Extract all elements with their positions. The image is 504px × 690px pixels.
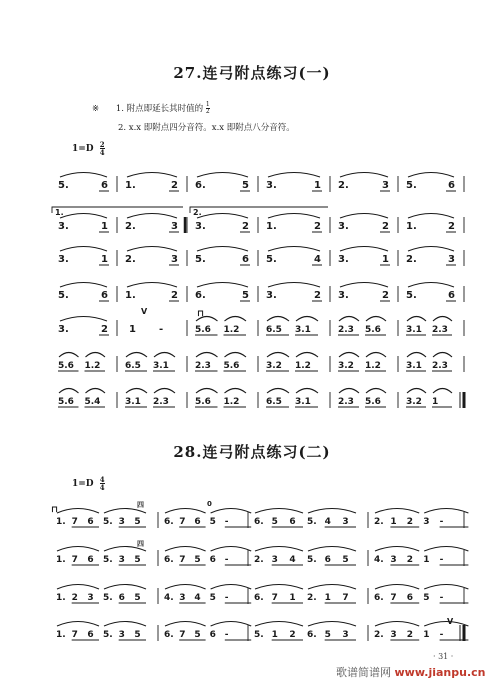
- slur: [165, 547, 206, 552]
- slur: [408, 247, 454, 252]
- volta-first-bracket: [52, 207, 183, 213]
- slur: [197, 214, 248, 219]
- slur: [268, 247, 320, 252]
- note: 7: [71, 555, 78, 565]
- note: 6: [289, 517, 296, 527]
- note: 6: [194, 517, 201, 527]
- note: 2.: [254, 555, 264, 565]
- slur: [267, 353, 289, 358]
- note: 1: [101, 221, 108, 232]
- slur: [366, 353, 386, 358]
- note: 3.2: [406, 397, 422, 407]
- note: 3.: [58, 254, 69, 265]
- note: 3: [382, 180, 389, 191]
- note: 1: [390, 517, 397, 527]
- slur: [255, 509, 303, 514]
- note: 6: [87, 555, 94, 565]
- note: 1: [382, 254, 389, 265]
- note: 5.6: [365, 325, 381, 335]
- note: 2.: [338, 180, 349, 191]
- slur: [127, 247, 177, 252]
- note: 3: [342, 630, 349, 640]
- down-bow-mark: ⊓: [197, 309, 205, 319]
- slur: [154, 389, 175, 394]
- note: 7: [390, 593, 397, 603]
- slur: [424, 585, 468, 590]
- note: 3: [342, 517, 349, 527]
- slur: [255, 585, 303, 590]
- slur: [60, 214, 107, 219]
- note: 2.: [374, 517, 384, 527]
- slur: [339, 317, 359, 322]
- note: 6.: [307, 630, 317, 640]
- note: 1.: [56, 593, 66, 603]
- dash: -: [224, 517, 229, 527]
- slur: [433, 317, 452, 322]
- note: 6.5: [266, 325, 282, 335]
- note: 5: [209, 517, 216, 527]
- slur: [211, 585, 252, 590]
- slur: [211, 622, 252, 627]
- note: 3: [271, 555, 278, 565]
- note: 2: [406, 555, 414, 565]
- note: 5: [209, 593, 216, 603]
- note: 3.: [58, 324, 69, 335]
- dash: -: [224, 593, 229, 603]
- note: 1.: [56, 555, 66, 565]
- note: 5: [242, 180, 249, 191]
- slur: [424, 509, 468, 514]
- slur: [433, 353, 452, 358]
- watermark-site: 歌谱简谱网: [336, 666, 391, 679]
- note: 2: [448, 221, 455, 232]
- note: 6: [118, 593, 125, 603]
- slur: [60, 317, 107, 322]
- note: 3.: [266, 180, 277, 191]
- watermark-url: www.jianpu.cn: [394, 666, 486, 679]
- note: 5.: [58, 290, 69, 301]
- note: 5.: [195, 254, 206, 265]
- slur: [308, 547, 356, 552]
- note: 5.: [307, 555, 317, 565]
- volta-first-label: 1.: [55, 208, 64, 217]
- section-27-title: 27.连弓附点练习(一): [173, 64, 331, 82]
- note: 5: [423, 593, 430, 603]
- note: 2.: [125, 221, 136, 232]
- note-1-text: 1. 附点即延长其时值的: [115, 104, 204, 114]
- note: 7: [71, 630, 78, 640]
- note: 3: [179, 593, 186, 603]
- note: 3.1: [153, 361, 169, 371]
- note: 5.6: [58, 361, 74, 371]
- note: 6.: [164, 555, 174, 565]
- slur: [339, 353, 359, 358]
- slur: [225, 353, 247, 358]
- note: 6: [209, 630, 216, 640]
- note: 6: [101, 180, 108, 191]
- note: 5: [134, 593, 141, 603]
- note: 7: [71, 517, 78, 527]
- note: 3: [448, 254, 455, 265]
- note: 2: [101, 324, 108, 335]
- note: 5.: [266, 254, 277, 265]
- note: 3.1: [406, 325, 422, 335]
- note: 2.3: [338, 397, 354, 407]
- note: 4.: [374, 555, 384, 565]
- note: 6.: [164, 517, 174, 527]
- note: 3.1: [295, 325, 311, 335]
- note-2: 2. x.x 即附点四分音符。x.x 即附点八分音符。: [118, 123, 295, 133]
- volta-second-label: 2.: [193, 208, 202, 217]
- slur: [308, 622, 356, 627]
- slur: [104, 509, 146, 514]
- slur: [366, 317, 386, 322]
- note: 5.: [406, 290, 417, 301]
- note: 1.2: [223, 397, 240, 407]
- note: 7: [342, 593, 349, 603]
- slur: [104, 622, 146, 627]
- note: 4: [194, 593, 201, 603]
- slur: [225, 317, 247, 322]
- note: 1.: [125, 290, 136, 301]
- slur: [408, 173, 454, 178]
- note: 5.: [406, 180, 417, 191]
- note: 3: [390, 555, 397, 565]
- slur: [165, 509, 206, 514]
- note: 6.5: [266, 397, 282, 407]
- note: 3.1: [125, 397, 141, 407]
- slur: [197, 283, 248, 288]
- note: 1.2: [295, 361, 311, 371]
- note: 1: [423, 555, 430, 565]
- note: 2.3: [432, 361, 448, 371]
- slur: [126, 389, 147, 394]
- note: 5.: [307, 517, 317, 527]
- slur: [196, 353, 218, 358]
- note: 6: [448, 180, 455, 191]
- note: 5.: [58, 180, 69, 191]
- note: 1: [314, 180, 321, 191]
- note: 2: [382, 221, 389, 232]
- dash: -: [439, 517, 444, 527]
- note: 5: [134, 517, 141, 527]
- slur: [165, 622, 206, 627]
- note: 3.: [338, 254, 349, 265]
- slur: [268, 283, 320, 288]
- note: 5.: [254, 630, 264, 640]
- slur: [408, 283, 454, 288]
- slur: [196, 389, 218, 394]
- note: 6.: [374, 593, 384, 603]
- slur: [57, 509, 99, 514]
- note: 3: [118, 517, 125, 527]
- note: 5.: [103, 630, 113, 640]
- slur: [197, 173, 248, 178]
- note: 1: [271, 630, 278, 640]
- note: 5: [134, 555, 141, 565]
- volta-second-bracket: [190, 207, 328, 213]
- note: 3: [171, 221, 178, 232]
- note: 3.2: [266, 361, 282, 371]
- note: 5.6: [365, 397, 381, 407]
- dash: -: [224, 630, 229, 640]
- note: 5: [342, 555, 349, 565]
- note: 6.5: [125, 361, 141, 371]
- note: 6.: [195, 290, 206, 301]
- note: 2: [314, 290, 321, 301]
- slur: [407, 389, 426, 394]
- note: 2: [382, 290, 389, 301]
- note: 3.: [266, 290, 277, 301]
- slur: [296, 389, 318, 394]
- slur: [339, 389, 359, 394]
- slur: [375, 547, 419, 552]
- dash: -: [224, 555, 229, 565]
- page-number: · 31 ·: [433, 652, 454, 661]
- time-signature: $\frac{2}{4}$: [99, 140, 105, 157]
- note: 5.: [103, 517, 113, 527]
- note: 5: [134, 630, 141, 640]
- slur: [57, 547, 99, 552]
- dash: -: [159, 324, 164, 335]
- note: 2.: [374, 630, 384, 640]
- note: 2: [314, 221, 321, 232]
- slur: [255, 547, 303, 552]
- note: 3: [118, 630, 125, 640]
- slur: [225, 389, 247, 394]
- slur: [308, 585, 356, 590]
- slur: [296, 353, 318, 358]
- note: 1: [101, 254, 108, 265]
- note: 2: [171, 180, 178, 191]
- note: 6.: [195, 180, 206, 191]
- note: 6: [242, 254, 249, 265]
- note: 4: [289, 555, 296, 565]
- note: 2.: [406, 254, 417, 265]
- string-mark: 四: [137, 540, 144, 548]
- slur: [154, 353, 175, 358]
- note: 2.: [307, 593, 317, 603]
- note: 3: [118, 555, 125, 565]
- dash: -: [439, 630, 444, 640]
- note: 1: [432, 397, 439, 407]
- dash: -: [439, 555, 444, 565]
- slur: [86, 353, 106, 358]
- note: 6.: [164, 630, 174, 640]
- slur: [60, 173, 107, 178]
- slur: [255, 622, 303, 627]
- slur: [86, 389, 106, 394]
- note: 5.4: [84, 397, 101, 407]
- slur: [126, 353, 147, 358]
- note: 5.6: [58, 397, 74, 407]
- reference-mark: ※: [92, 104, 100, 114]
- slur: [197, 247, 248, 252]
- note: 1: [324, 593, 331, 603]
- up-bow-mark: V: [141, 307, 148, 316]
- note: 5: [324, 630, 331, 640]
- slur: [57, 622, 99, 627]
- note: 2: [242, 221, 249, 232]
- slur: [375, 622, 419, 627]
- slur: [57, 585, 99, 590]
- note: 2.3: [338, 325, 354, 335]
- note: 7: [179, 555, 186, 565]
- note: 3: [87, 593, 94, 603]
- slur: [366, 389, 386, 394]
- slur: [375, 509, 419, 514]
- slur: [211, 509, 252, 514]
- slur: [340, 214, 388, 219]
- slur: [308, 509, 356, 514]
- note: 4.: [164, 593, 174, 603]
- note: 3.1: [295, 397, 311, 407]
- note: 2.3: [153, 397, 169, 407]
- slur: [375, 585, 419, 590]
- watermark: [336, 664, 496, 686]
- note: 3.: [58, 221, 69, 232]
- note: 7: [179, 517, 186, 527]
- note: 5.6: [195, 397, 211, 407]
- dash: -: [439, 593, 444, 603]
- note-1-fraction: $\frac{1}{2}$: [205, 101, 210, 115]
- slur: [340, 247, 388, 252]
- note: 5: [242, 290, 249, 301]
- note: 3.2: [338, 361, 354, 371]
- note: 2: [71, 593, 78, 603]
- note: 5.6: [195, 325, 211, 335]
- note: 3: [423, 517, 430, 527]
- note: 1.2: [223, 325, 240, 335]
- slur: [60, 283, 107, 288]
- note: 7: [179, 630, 186, 640]
- slur: [433, 389, 452, 394]
- note: 3.: [338, 221, 349, 232]
- up-bow-mark: V: [447, 617, 454, 626]
- note: 6: [406, 593, 414, 603]
- note: 5.6: [223, 361, 240, 371]
- note: 6: [87, 517, 94, 527]
- slur: [407, 353, 426, 358]
- slur: [127, 214, 177, 219]
- note: 1.: [125, 180, 136, 191]
- note: 3.1: [406, 361, 422, 371]
- note: 3: [171, 254, 178, 265]
- slur: [165, 585, 206, 590]
- slur: [211, 547, 252, 552]
- string-mark: 四: [137, 501, 144, 509]
- note: 2.3: [195, 361, 211, 371]
- note: 6: [209, 555, 216, 565]
- note: 3: [390, 630, 397, 640]
- slur: [59, 353, 79, 358]
- note: 6: [87, 630, 94, 640]
- note: 1: [289, 593, 296, 603]
- note: 2.3: [432, 325, 448, 335]
- note: 1.: [406, 221, 417, 232]
- note: 1.2: [84, 361, 101, 371]
- note: 6: [448, 290, 455, 301]
- note: 5.: [103, 593, 113, 603]
- slur: [59, 389, 79, 394]
- note: 5: [271, 517, 278, 527]
- note: 5.: [103, 555, 113, 565]
- key-signature: 1=D: [72, 144, 94, 154]
- note: 2: [171, 290, 178, 301]
- slur: [296, 317, 318, 322]
- slur: [424, 547, 468, 552]
- note: 1.: [56, 630, 66, 640]
- note: 1.: [56, 517, 66, 527]
- note: 1.2: [365, 361, 381, 371]
- note: 5: [194, 555, 201, 565]
- key-signature: 1=D: [72, 479, 94, 489]
- note: 4: [314, 254, 321, 265]
- slur: [268, 173, 320, 178]
- note: 3.: [195, 221, 206, 232]
- note: 3.: [338, 290, 349, 301]
- note: 2: [406, 517, 414, 527]
- note: 2: [289, 630, 296, 640]
- note: 1.: [266, 221, 277, 232]
- note: 2: [406, 630, 414, 640]
- slur: [407, 317, 426, 322]
- slur: [60, 247, 107, 252]
- note: 6: [324, 555, 331, 565]
- slur: [104, 585, 146, 590]
- note: 5: [194, 630, 201, 640]
- section-28-title: 28.连弓附点练习(二): [173, 443, 331, 461]
- slur: [127, 283, 177, 288]
- open-string-mark: 0: [207, 500, 212, 508]
- slur: [267, 317, 289, 322]
- note: 6.: [254, 593, 264, 603]
- note: 4: [324, 517, 331, 527]
- slur: [268, 214, 320, 219]
- slur: [340, 173, 388, 178]
- note: 1: [129, 324, 136, 335]
- note: 6: [101, 290, 108, 301]
- note: 6.: [254, 517, 264, 527]
- slur: [267, 389, 289, 394]
- note: 7: [271, 593, 278, 603]
- down-bow-mark: ⊓: [51, 505, 59, 515]
- slur: [408, 214, 454, 219]
- slur: [340, 283, 388, 288]
- note: 1: [423, 630, 430, 640]
- time-signature: $\frac{4}{4}$: [99, 475, 105, 492]
- slur: [127, 173, 177, 178]
- note: 2.: [125, 254, 136, 265]
